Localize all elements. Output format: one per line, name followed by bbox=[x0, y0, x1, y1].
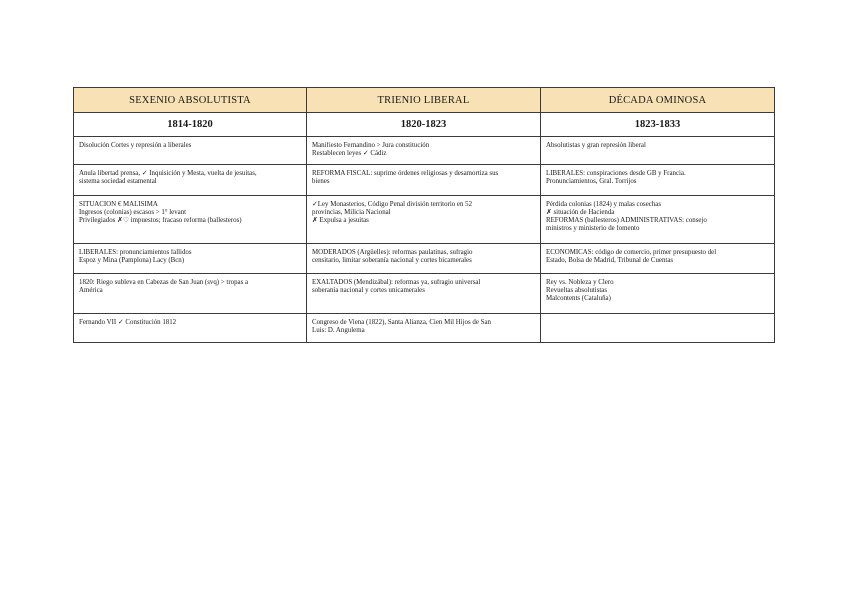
cell-text-line: ✗ Expulsa a jesuitas bbox=[312, 217, 369, 224]
cell-text-line: Rey vs. Nobleza y Clero bbox=[546, 279, 614, 286]
cell-text-line: Absolutistas y gran represión liberal bbox=[546, 142, 646, 149]
cell-text-line: Estado, Bolsa de Madrid, Tribunal de Cuentas bbox=[546, 257, 674, 264]
cell-text-line: bienes bbox=[312, 178, 330, 185]
cell-text-line: Privilegiados ✗♡ impuestos; fracaso reforma (ballesteros) bbox=[79, 217, 242, 224]
table-cell-trienio-liberal bbox=[307, 196, 541, 244]
cell-text-line: SITUACIÓN € MALÍSIMA bbox=[79, 201, 158, 208]
cell-text-line: Anula libertad prensa, ✓ Inquisición y Mesta, vuelta de jesuitas, bbox=[79, 170, 257, 177]
years-sexenio-absolutista: 1814-1820 bbox=[74, 113, 307, 137]
cell-text-line: LIBERALES: conspiraciones desde GB y Francia. bbox=[546, 170, 686, 177]
cell-text-line: Luis: D. Angulema bbox=[312, 327, 365, 334]
cell-text-line: Pronunciamientos, Gral. Torrijos bbox=[546, 178, 637, 185]
table-cell-decada-ominosa bbox=[541, 196, 775, 244]
table-cell-sexenio-absolutista bbox=[74, 137, 307, 165]
header-sexenio-absolutista: SEXENIO ABSOLUTISTA bbox=[74, 88, 307, 113]
cell-text-line: REFORMAS (ballesteros) ADMINISTRATIVAS: consejo bbox=[546, 217, 707, 224]
cell-text-line: EXALTADOS (Mendizábal): reformas ya, sufragio universal bbox=[312, 279, 481, 286]
cell-text-line: soberanía nacional y cortes unicamerales bbox=[312, 287, 425, 294]
table-row bbox=[74, 137, 775, 165]
table-cell-trienio-liberal bbox=[307, 137, 541, 165]
cell-text-line: Revueltas absolutistas bbox=[546, 287, 608, 294]
cell-text-line: ECONÓMICAS: código de comercio, primer presupuesto del bbox=[546, 249, 717, 256]
table-cell-sexenio-absolutista bbox=[74, 165, 307, 196]
cell-text-line: Malcontents (Cataluña) bbox=[546, 295, 611, 302]
cell-text-line: Disolución Cortes y represión a liberales bbox=[79, 142, 192, 149]
table-cell-decada-ominosa bbox=[541, 165, 775, 196]
cell-text-line: sistema sociedad estamental bbox=[79, 178, 157, 185]
cell-text-line: Espoz y Mina (Pamplona) Lacy (Bcn) bbox=[79, 257, 185, 264]
cell-text-line: Congreso de Viena (1822), Santa Alianza, Cien Mil Hijos de San bbox=[312, 319, 491, 326]
cell-text-line: LIBERALES: pronunciamientos fallidos bbox=[79, 249, 192, 256]
cell-text-line: 1820: Riego subleva en Cabezas de San Juan (svq) > tropas a bbox=[79, 279, 249, 286]
history-comparison-table bbox=[73, 87, 775, 343]
table-cell-decada-ominosa bbox=[541, 137, 775, 165]
table-cell-sexenio-absolutista bbox=[74, 244, 307, 274]
table-cell-trienio-liberal bbox=[307, 274, 541, 314]
years-decada-ominosa: 1823-1833 bbox=[541, 113, 775, 137]
table-cell-decada-ominosa bbox=[541, 244, 775, 274]
cell-text-line: ministros y ministerio de fomento bbox=[546, 225, 640, 232]
header-trienio-liberal: TRIENIO LIBERAL bbox=[307, 88, 541, 113]
table-cell-sexenio-absolutista bbox=[74, 274, 307, 314]
table-cell-decada-ominosa bbox=[541, 314, 775, 343]
table-row bbox=[74, 165, 775, 196]
cell-text-line: Manifiesto Fernandino > Jura constitución bbox=[312, 142, 430, 149]
header-decada-ominosa: DÉCADA OMINOSA bbox=[541, 88, 775, 113]
table-cell-trienio-liberal bbox=[307, 165, 541, 196]
years-row bbox=[74, 113, 775, 137]
table-header-row bbox=[74, 88, 775, 113]
cell-text-line: REFORMA FISCAL: suprime órdenes religiosas y desamortiza sus bbox=[312, 170, 499, 177]
cell-text-line: América bbox=[79, 287, 103, 294]
cell-text-line: Pérdida colonias (1824) y malas cosechas bbox=[546, 201, 662, 208]
table-cell-trienio-liberal bbox=[307, 314, 541, 343]
years-trienio-liberal: 1820-1823 bbox=[307, 113, 541, 137]
cell-text-line: MODERADOS (Argüelles): reformas paulatinas, sufragio bbox=[312, 249, 473, 256]
cell-text-line: provincias, Milicia Nacional bbox=[312, 209, 391, 216]
table-cell-trienio-liberal bbox=[307, 244, 541, 274]
table-cell-decada-ominosa bbox=[541, 274, 775, 314]
table-row bbox=[74, 314, 775, 343]
table-body bbox=[74, 137, 775, 343]
table-row bbox=[74, 274, 775, 314]
table-cell-sexenio-absolutista bbox=[74, 196, 307, 244]
cell-text-line: ✗ situación de Hacienda bbox=[546, 209, 615, 216]
cell-text-line: Restablecen leyes ✓ Cádiz bbox=[312, 150, 387, 157]
table-cell-sexenio-absolutista bbox=[74, 314, 307, 343]
cell-text-line: Ingresos (colonias) escasos > 1° levant bbox=[79, 209, 187, 216]
table-row bbox=[74, 196, 775, 244]
cell-text-line: Fernando VII ✓ Constitución 1812 bbox=[79, 319, 177, 326]
cell-text-line: censitario, limitar soberanía nacional y cortes bicamerales bbox=[312, 257, 472, 264]
table-row bbox=[74, 244, 775, 274]
cell-text-line: ✓Ley Monasterios, Código Penal división territorio en 52 bbox=[312, 201, 473, 208]
